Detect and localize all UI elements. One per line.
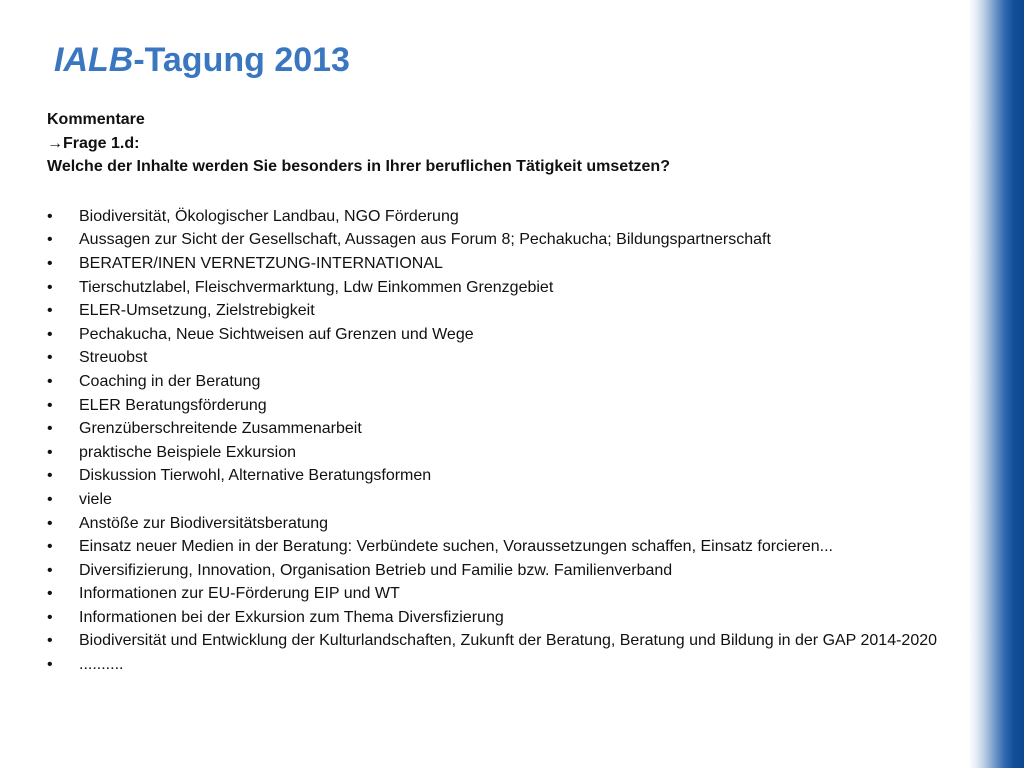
list-item-text: Tierschutzlabel, Fleischvermarktung, Ldw Einkommen Grenzgebiet: [79, 278, 554, 296]
bullet-icon: •: [47, 396, 53, 414]
list-item: [47, 512, 947, 536]
list-item-text: Informationen zur EU-Förderung EIP und WT: [79, 585, 400, 603]
list-item: [47, 653, 947, 677]
bullet-icon: •: [47, 467, 53, 485]
title-italic-part: IALB: [54, 41, 134, 79]
slide-title: [54, 38, 350, 82]
list-item-text: Streuobst: [79, 349, 148, 367]
bullet-icon: •: [47, 538, 53, 556]
bullet-icon: •: [47, 302, 53, 320]
bullet-icon: •: [47, 443, 53, 461]
list-item: [47, 417, 947, 441]
list-item-text: ELER-Umsetzung, Zielstrebigkeit: [79, 302, 315, 320]
list-item: [47, 252, 947, 276]
section-heading: Kommentare: [47, 111, 145, 128]
question-number: [47, 132, 947, 156]
bullet-icon: •: [47, 372, 53, 390]
question-number-label: Frage 1.d:: [63, 134, 140, 152]
bullet-icon: •: [47, 632, 53, 650]
bullet-icon: •: [47, 349, 53, 367]
list-item: [47, 488, 947, 512]
bullet-icon: •: [47, 231, 53, 249]
list-item: [47, 370, 947, 394]
list-item: [47, 228, 947, 252]
list-item: [47, 464, 947, 488]
list-item: [47, 299, 947, 323]
bullet-icon: •: [47, 490, 53, 508]
list-item-text: BERATER/INEN VERNETZUNG-INTERNATIONAL: [79, 254, 443, 272]
list-item-text: Coaching in der Beratung: [79, 372, 261, 390]
list-item: [47, 559, 947, 583]
list-item: [47, 323, 947, 347]
bullet-icon: •: [47, 561, 53, 579]
list-item-text: Anstöße zur Biodiversitätsberatung: [79, 514, 329, 532]
bullet-icon: •: [47, 254, 53, 272]
list-item: [47, 394, 947, 418]
list-item-text: ELER Beratungsförderung: [79, 396, 267, 414]
list-item-text: Informationen bei der Exkursion zum Thema Diversfizierung: [79, 608, 504, 626]
bullet-icon: •: [47, 656, 53, 674]
list-item-text: Pechakucha, Neue Sichtweisen auf Grenzen und Wege: [79, 325, 474, 343]
list-item: [47, 205, 947, 229]
list-item: [47, 582, 947, 606]
list-item-text: viele: [79, 490, 112, 508]
decorative-side-bar: [968, 0, 1024, 768]
list-item-text: Grenzüberschreitende Zusammenarbeit: [79, 420, 362, 438]
bullet-icon: •: [47, 585, 53, 603]
answer-list: [47, 205, 947, 677]
bullet-icon: •: [47, 420, 53, 438]
list-item: [47, 629, 947, 653]
arrow-right-icon: →: [47, 134, 63, 152]
title-rest: -Tagung 2013: [133, 41, 350, 79]
list-item: [47, 441, 947, 465]
list-item: [47, 606, 947, 630]
list-item-text: Biodiversität, Ökologischer Landbau, NGO Förderung: [79, 207, 459, 225]
list-item-text: Diversifizierung, Innovation, Organisation Betrieb und Familie bzw. Familienverband: [79, 561, 673, 579]
list-item: [47, 346, 947, 370]
list-item-text: Biodiversität und Entwicklung der Kulturlandschaften, Zukunft der Beratung, Beratung und Bildung in der GAP 2014-2020: [79, 632, 938, 650]
list-item-text: praktische Beispiele Exkursion: [79, 443, 296, 461]
list-item: [47, 535, 947, 559]
bullet-icon: •: [47, 207, 53, 225]
list-item-text: ..........: [79, 656, 124, 674]
list-item-text: Diskussion Tierwohl, Alternative Beratungsformen: [79, 467, 432, 485]
bullet-icon: •: [47, 278, 53, 296]
bullet-icon: •: [47, 514, 53, 532]
bullet-icon: •: [47, 608, 53, 626]
list-item-text: Aussagen zur Sicht der Gesellschaft, Aussagen aus Forum 8; Pechakucha; Bildungspartnerschaft: [79, 231, 771, 249]
slide-content: [47, 108, 947, 677]
bullet-icon: •: [47, 325, 53, 343]
list-item: [47, 276, 947, 300]
list-item-text: Einsatz neuer Medien in der Beratung: Verbündete suchen, Voraussetzungen schaffen, Einsatz forcieren...: [79, 538, 833, 556]
question-text: Welche der Inhalte werden Sie besonders in Ihrer beruflichen Tätigkeit umsetzen?: [47, 158, 670, 176]
